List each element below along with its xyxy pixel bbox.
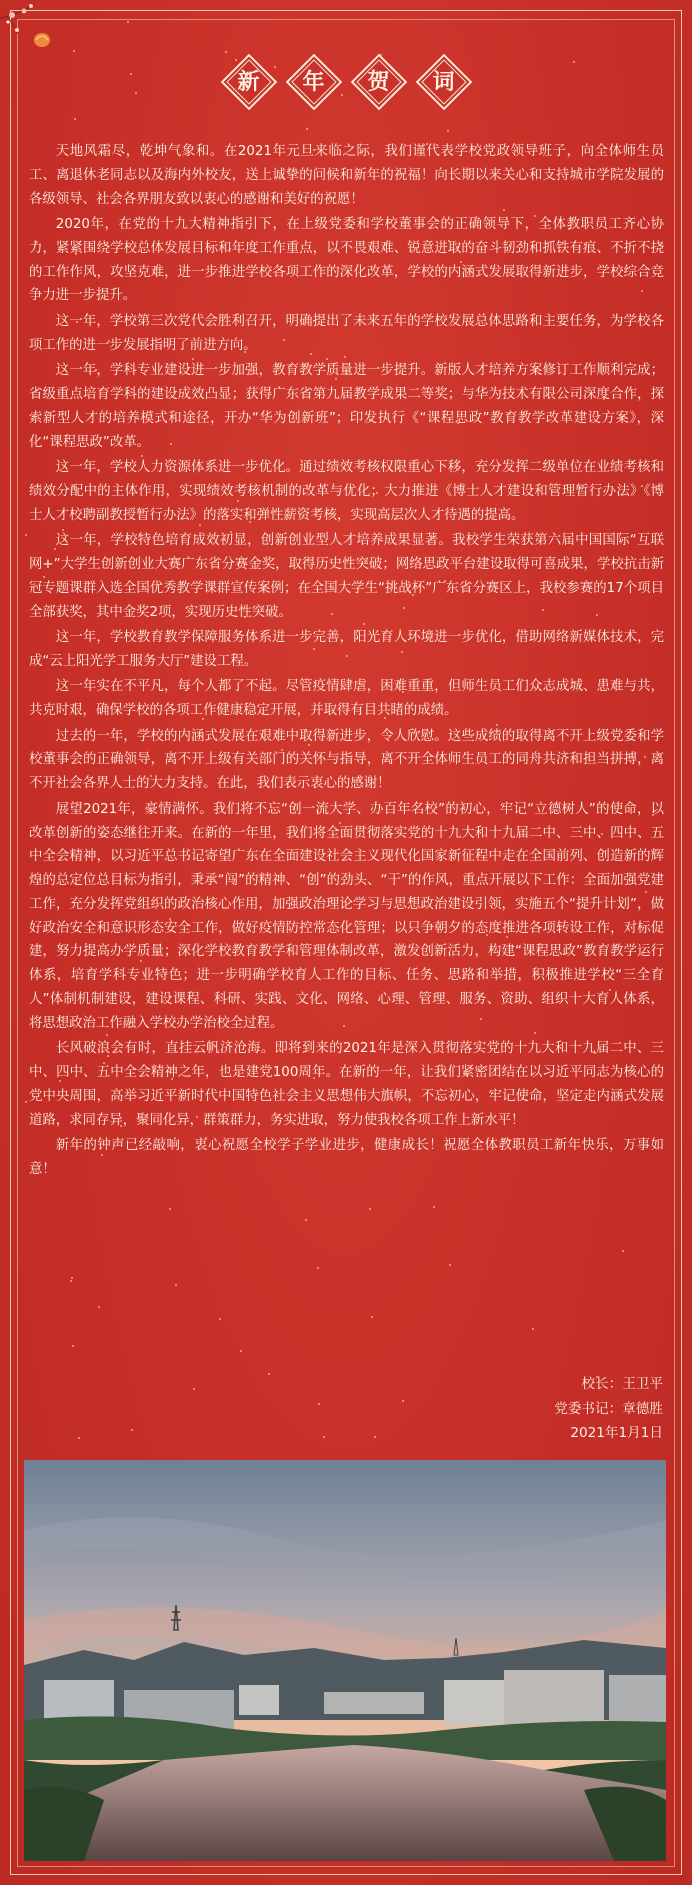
sparkle-dot — [449, 1264, 451, 1266]
sparkle-dot — [98, 1306, 100, 1308]
campus-lake-sunset-photo-icon — [24, 1460, 666, 1861]
paragraph: 2020年，在党的十九大精神指引下，在上级党委和学校董事会的正确领导下，全体教职员工齐心协力，紧紧围绕学校总体发展目标和年度工作重点，以不畏艰难、锐意进取的奋斗韧劲和抓铁有痕、不折不挠的工作作风，攻坚克难，进一步推进学校各项工作的深化改革，学校的内涵式发展取得新进步，学校综合竞争力进一步提升。 — [29, 217, 664, 304]
title-char-1: 新 — [224, 57, 274, 107]
paragraph: 这一年，学科专业建设进一步加强，教育教学质量进一步提升。新版人才培养方案修订工作顺利完成；省级重点培育学科的建设成效凸显；获得广东省第九届教学成果二等奖；与华为技术有限公司深度合作，探索新型人才的培养模式和途径，开办“华为创新班”；印发执行《“课程思政”教育教学改革建设方案》，深化“课程思政”改革。 — [29, 363, 664, 450]
page-title — [0, 52, 692, 112]
sparkle-dot — [240, 1350, 242, 1352]
paragraph: 这一年，学校特色培育成效初显，创新创业型人才培养成果显著。我校学生荣获第六届中国国际“互联网+”大学生创新创业大赛广东省分赛金奖，取得历史性突破；网络思政平台建设取得可喜成果，学校抗击新冠专题课群入选全国优秀教学课群宣传案例；在全国大学生“挑战杯”广东省分赛区上，我校参赛的17个项目全部获奖，其中金奖2项，实现历史性突破。 — [29, 533, 664, 620]
signature-date: 2021年1月1日 — [570, 1425, 663, 1441]
sparkle-dot — [74, 118, 76, 120]
paragraph: 这一年，学校教育教学保障服务体系进一步完善，阳光育人环境进一步优化，借助网络新媒体技术，完成“云上阳光学工服务大厅”建设工程。 — [29, 630, 664, 669]
signature-block — [363, 1372, 663, 1446]
plum-blossom-icon — [0, 0, 80, 60]
title-char-2: 年 — [289, 57, 339, 107]
paragraph: 长风破浪会有时，直挂云帆济沧海。即将到来的2021年是深入贯彻落实党的十九大和十九届二中、三中、四中、五中全会精神之年，也是建党100周年。在新的一年，让我们紧密团结在以习近平同志为核心的党中央周围，高举习近平新时代中国特色社会主义思想伟大旗帜，不忘初心，牢记使命，坚定走内涵式发展道路，求同存异，聚同化异，群策群力，务实进取，努力使我校各项工作上新水平！ — [29, 1041, 664, 1128]
paragraph: 这一年实在不平凡，每个人都了不起。尽管疫情肆虐，困难重重，但师生员工们众志成城、患难与共，共克时艰，确保学校的各项工作健康稳定开展，并取得有目共睹的成绩。 — [29, 679, 664, 719]
sparkle-dot — [318, 1403, 320, 1405]
paragraph: 天地风霜尽，乾坤气象和。在2021年元旦来临之际，我们谨代表学校党政领导班子，向全体师生员工、离退休老同志以及海内外校友，送上诚挚的问候和新年的祝福！向长期以来关心和支持城市学院发展的各级领导、社会各界朋友致以衷心的感谢和美好的祝愿！ — [29, 144, 664, 207]
sparkle-dot — [78, 1437, 80, 1439]
paragraph: 这一年，学校人力资源体系进一步优化。通过绩效考核权限重心下移，充分发挥二级单位在业绩考核和绩效分配中的主体作用，实现绩效考核机制的改革与优化；大力推进《博士人才建设和管理暂行办法》《博士人才校聘副教授暂行办法》的落实和弹性薪资考核，实现高层次人才待遇的提高。 — [29, 460, 664, 523]
title-char-3: 贺 — [354, 57, 404, 107]
paragraph: 过去的一年，学校的内涵式发展在艰难中取得新进步，令人欣慰。这些成绩的取得离不开上级党委和学校董事会的正确领导，离不开上级有关部门的关怀与指导，离不开全体师生员工的同舟共济和担当拼搏，离不开社会各界人士的大力支持。在此，我们表示衷心的感谢！ — [29, 728, 664, 792]
title-char-4: 词 — [419, 57, 469, 107]
paragraph: 展望2021年，豪情满怀。我们将不忘“创一流大学、办百年名校”的初心，牢记“立德树人”的使命，以改革创新的姿态继往开来。在新的一年里，我们将全面贯彻落实党的十九大和十九届二中、三中、四中、五中全会精神，以习近平总书记寄望广东在全面建设社会主义现代化国家新征程中走在全国前列、创造新的辉煌的总定位总目标为指引，秉承“闯”的精神、“创”的劲头、“干”的作风，重点开展以下工作：全面加强党建工作，充分发挥党组织的政治核心作用，加强政治理论学习与思想政治建设引领，实施五个“提升计划”，做好政治安全和意识形态安全工作，做好疫情防控常态化管理；以只争朝夕的态度推进各项转设工作，对标促建，努力提高办学质量；深化学校教育教学和管理体制改革，激发创新活力，构建“课程思政”教育教学运行体系，培育学科专业特色；进一步明确学校育人工作的目标、任务、思路和举措，积极推进学校“三全育人”体制机制建设，建设课程、科研、实践、文化、网络、心理、管理、服务、资助、组织十大育人体系，将思想政治工作融入学校办学治校全过程。 — [29, 801, 664, 1031]
sparkle-dot — [71, 1277, 73, 1279]
sparkle-dot — [219, 1318, 221, 1320]
paragraph: 这一年，学校第三次党代会胜利召开，明确提出了未来五年的学校发展总体思路和主要任务，为学校各项工作的进一步发展指明了前进方向。 — [29, 313, 664, 353]
sparkle-dot — [72, 1345, 74, 1347]
article-body — [29, 140, 664, 1184]
campus-photo — [24, 1460, 666, 1861]
paragraph: 新年的钟声已经敲响，衷心祝愿全校学子学业进步，健康成长！祝愿全体教职员工新年快乐，万事如意！ — [29, 1138, 664, 1178]
signature-secretary: 党委书记：章德胜 — [554, 1400, 663, 1417]
sparkle-dot — [532, 1328, 534, 1330]
sparkle-dot — [371, 1316, 373, 1318]
signature-president: 校长：王卫平 — [581, 1376, 663, 1392]
